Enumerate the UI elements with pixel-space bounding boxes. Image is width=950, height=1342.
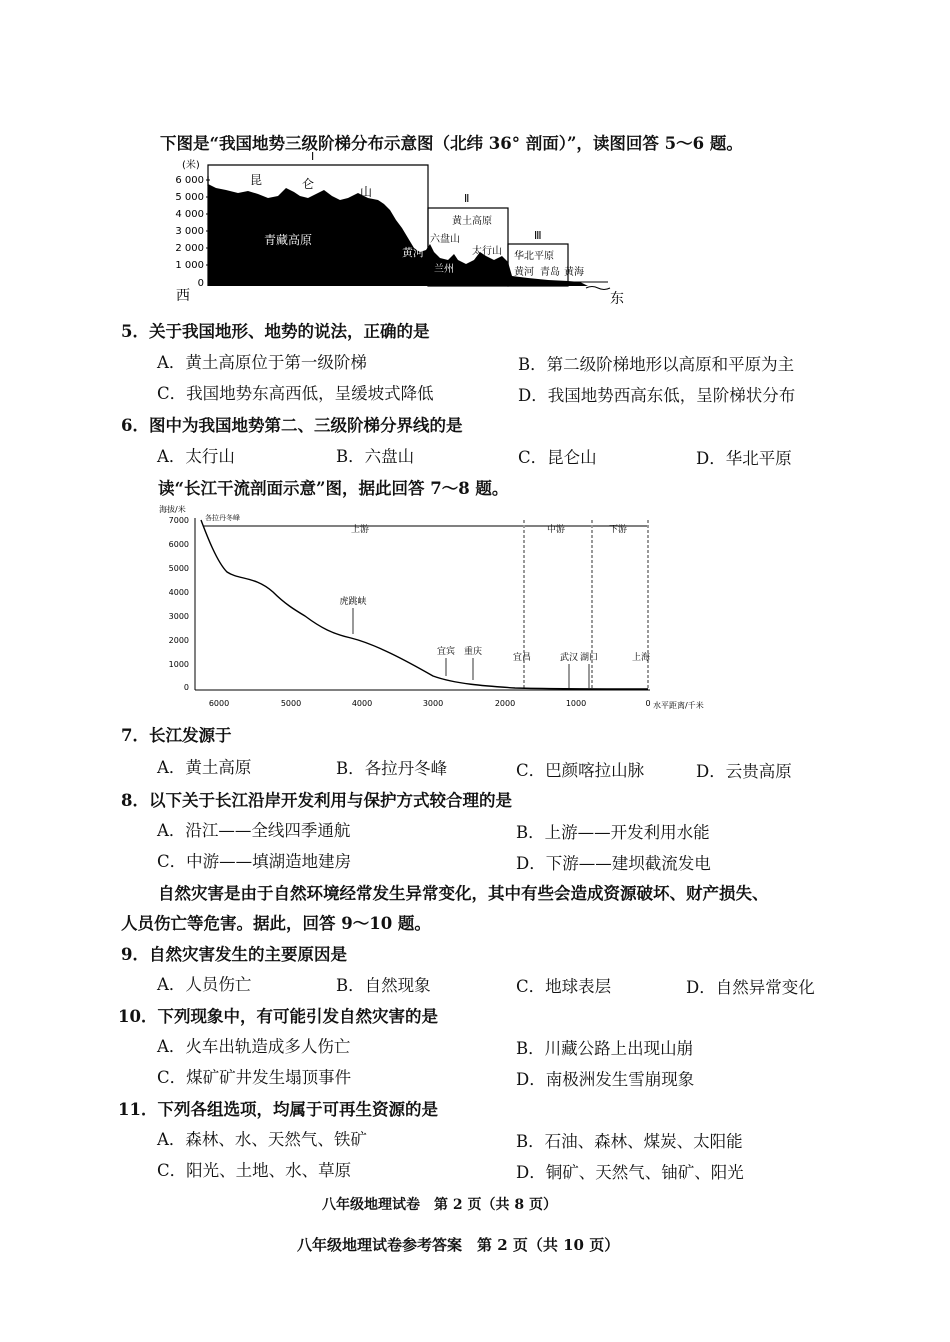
q6-option-b: B．六盘山 [336,447,415,466]
q8-option-a: A．沿江——全线四季通航 [157,821,351,840]
place-hukou: 湖口 [579,653,599,663]
lanzhou-label: 兰州 [434,264,454,275]
q6-option-a: A．太行山 [157,447,235,466]
source-label: 各拉丹冬峰 [205,514,240,522]
q5-option-c: C．我国地势东高西低，呈缓坡式降低 [157,384,434,403]
q10-option-b: B．川藏公路上出现山崩 [516,1039,694,1058]
place-hutiaoxia: 虎跳峡 [339,597,367,607]
fig2-ytick: 3000 [168,612,189,621]
step-3-label: Ⅲ [534,229,542,242]
fig2-ytick: 2000 [168,636,189,645]
intro-9-10-line2: 人员伤亡等危害。据此，回答 9～10 题。 [121,914,431,933]
loess-label: 黄土高原 [452,216,492,227]
fig2-xtick: 1000 [565,699,587,708]
place-wuhan: 武汉 [559,653,579,663]
q8-option-c: C．中游——填湖造地建房 [157,852,352,871]
qingdao-label: 青岛 [540,267,560,278]
q10-option-d: D．南极洲发生雪崩现象 [516,1070,695,1089]
q7-stem: 7．长江发源于 [121,726,232,745]
east-label: 东 [610,291,624,307]
q10-option-a: A．火车出轨造成多人伤亡 [157,1037,351,1056]
west-label: 西 [176,288,190,304]
q7-option-a: A．黄土高原 [157,758,252,777]
fig2-xlabel: 水平距离/千米 [653,701,704,710]
fig1-unit: (米) [182,160,200,171]
q10-option-c: C．煤矿矿井发生塌顶事件 [157,1068,352,1087]
fig2-ylabel: 海拔/米 [159,505,186,514]
q7-option-d: D．云贵高原 [696,762,792,781]
huanghe-label-2: 黄河 [514,267,534,278]
fig1-ytick: 3 000 [175,226,204,237]
fig2-ytick: 7000 [168,516,189,525]
q5-option-b: B．第二级阶梯地形以高原和平原为主 [518,355,795,374]
page-footer-exam: 八年级地理试卷 第 2 页（共 8 页） [322,1197,557,1213]
intro-5-6: 下图是“我国地势三级阶梯分布示意图（北纬 36° 剖面）”，读图回答 5～6 题。 [160,134,743,153]
q9-option-d: D．自然异常变化 [686,978,815,997]
yangtze-profile-figure [155,500,735,715]
qingzang-label: 青藏高原 [264,233,313,247]
fig2-xtick: 4000 [351,699,373,708]
q6-option-d: D．华北平原 [696,449,792,468]
q8-option-b: B．上游——开发利用水能 [516,823,710,842]
huanghe-label-1: 黄河 [402,246,424,259]
q9-stem: 9．自然灾害发生的主要原因是 [121,945,347,964]
fig2-xtick: 0 [645,699,651,708]
place-shanghai: 上海 [631,653,651,663]
fig2-ytick: 6000 [168,540,189,549]
q8-stem: 8．以下关于长江沿岸开发利用与保护方式较合理的是 [121,791,512,810]
q10-stem: 10．下列现象中，有可能引发自然灾害的是 [118,1007,438,1026]
fig1-ytick: 5 000 [175,192,204,203]
place-yichang: 宜昌 [512,653,532,663]
q7-option-b: B．各拉丹冬峰 [336,759,448,778]
fig2-ytick: 0 [183,683,189,692]
terrain-profile-figure [168,148,628,308]
place-chongqing: 重庆 [463,647,483,657]
fig2-ytick: 4000 [168,588,189,597]
taihang-label: 太行山 [472,246,502,257]
page-footer-answer: 八年级地理试卷参考答案 第 2 页（共 10 页） [297,1236,620,1254]
upper-reach-label: 上游 [351,525,370,535]
fig2-xtick: 6000 [208,699,230,708]
q11-option-c: C．阳光、土地、水、草原 [157,1161,352,1180]
middle-reach-label: 中游 [547,525,566,535]
q11-stem: 11．下列各组选项，均属于可再生资源的是 [118,1100,438,1119]
fig1-ytick: 0 [197,278,204,289]
fig2-ytick: 1000 [168,660,189,669]
q11-option-a: A．森林、水、天然气、铁矿 [157,1130,367,1149]
kunlun-char: 山 [360,185,373,199]
place-yibin: 宜宾 [436,647,456,657]
q7-option-c: C．巴颜喀拉山脉 [516,761,645,780]
fig2-xtick: 2000 [494,699,516,708]
fig1-ytick: 2 000 [175,243,204,254]
fig2-ytick: 5000 [168,564,189,573]
q9-option-c: C．地球表层 [516,977,612,996]
q11-option-d: D．铜矿、天然气、铀矿、阳光 [516,1163,744,1182]
intro-7-8: 读“长江干流剖面示意”图，据此回答 7～8 题。 [158,479,509,498]
q5-stem: 5．关于我国地形、地势的说法，正确的是 [121,322,430,341]
kunlun-char: 昆 [250,173,263,187]
q9-option-a: A．人员伤亡 [157,975,252,994]
q6-stem: 6．图中为我国地势第二、三级阶梯分界线的是 [121,416,463,435]
q6-option-c: C．昆仑山 [518,448,597,467]
q5-option-d: D．我国地势西高东低，呈阶梯状分布 [518,386,796,405]
q9-option-b: B．自然现象 [336,976,431,995]
fig2-xtick: 3000 [422,699,444,708]
step-1-label: Ⅰ [311,150,315,163]
fig1-ytick: 1 000 [175,260,204,271]
huabei-label: 华北平原 [514,251,554,262]
q8-option-d: D．下游——建坝截流发电 [516,854,711,873]
q11-option-b: B．石油、森林、煤炭、太阳能 [516,1132,743,1151]
fig2-xtick: 5000 [280,699,302,708]
liupan-label: 六盘山 [430,234,460,245]
intro-9-10-line1: 自然灾害是由于自然环境经常发生异常变化，其中有些会造成资源破坏、财产损失、 [158,884,769,903]
step-2-label: Ⅱ [464,192,470,205]
q5-option-a: A．黄土高原位于第一级阶梯 [157,353,367,372]
lower-reach-label: 下游 [609,525,628,535]
kunlun-char: 仑 [302,177,315,191]
fig1-ytick: 4 000 [175,209,204,220]
fig1-ytick: 6 000 [175,175,204,186]
huanghai-label: 黄海 [564,267,584,278]
